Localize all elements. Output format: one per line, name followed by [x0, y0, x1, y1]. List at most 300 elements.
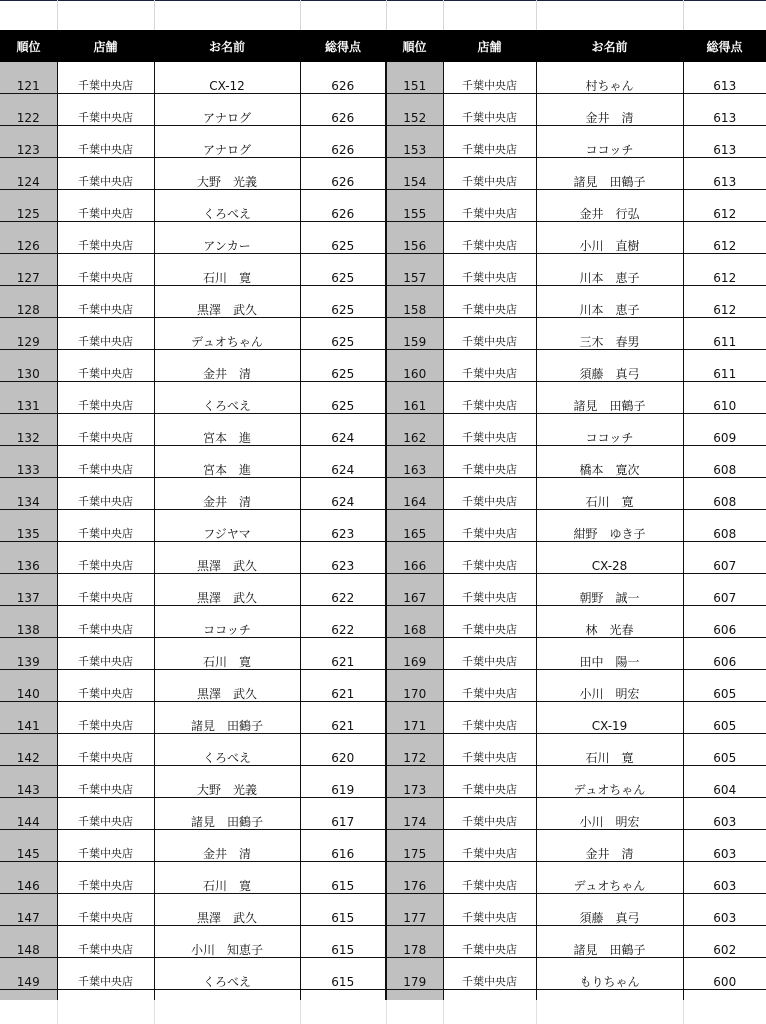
store-cell[interactable] [443, 190, 536, 222]
cell-text: 125 [16, 207, 40, 221]
score-cell[interactable] [683, 798, 766, 830]
store-cell[interactable] [57, 702, 154, 734]
rank-cell[interactable] [0, 830, 57, 862]
store-cell[interactable] [57, 382, 154, 414]
score-cell[interactable] [683, 478, 766, 510]
name-cell[interactable] [536, 766, 683, 798]
cell-text: 608 [713, 463, 737, 477]
gridline [443, 0, 444, 30]
cell-text: 千葉中央店 [462, 783, 517, 796]
store-cell[interactable] [443, 542, 536, 574]
rank-cell[interactable] [386, 702, 443, 734]
name-cell[interactable] [536, 350, 683, 382]
score-cell[interactable] [300, 286, 386, 318]
name-cell[interactable] [536, 414, 683, 446]
store-cell[interactable] [443, 734, 536, 766]
store-cell[interactable] [57, 286, 154, 318]
cell-text: 174 [403, 815, 427, 829]
rank-cell[interactable] [0, 350, 57, 382]
rank-cell[interactable] [386, 222, 443, 254]
cell-text: デュオちゃん [573, 879, 646, 893]
score-cell[interactable] [683, 926, 766, 958]
score-cell[interactable] [300, 542, 386, 574]
cell-text: 138 [16, 623, 40, 637]
rank-cell[interactable] [0, 158, 57, 190]
cell-text: ココッチ [203, 623, 251, 637]
gridline [57, 0, 58, 30]
score-cell[interactable] [300, 318, 386, 350]
rank-cell[interactable] [386, 318, 443, 350]
rank-cell[interactable] [0, 670, 57, 702]
name-cell[interactable] [154, 958, 300, 990]
name-cell[interactable] [154, 414, 300, 446]
name-cell[interactable] [154, 862, 300, 894]
cell-text: 黒澤 武久 [196, 559, 257, 573]
cell-text: 千葉中央店 [78, 687, 133, 700]
rank-cell[interactable] [386, 830, 443, 862]
name-cell[interactable] [154, 638, 300, 670]
score-cell[interactable] [300, 382, 386, 414]
rank-cell[interactable] [386, 94, 443, 126]
score-cell[interactable] [683, 62, 766, 94]
window-top-edge [0, 0, 766, 1]
score-cell[interactable] [683, 286, 766, 318]
name-cell[interactable] [154, 574, 300, 606]
name-cell[interactable] [154, 222, 300, 254]
name-cell[interactable] [154, 446, 300, 478]
score-cell[interactable] [683, 254, 766, 286]
cell-text: 千葉中央店 [78, 495, 133, 508]
cell-text: 163 [403, 463, 427, 477]
store-cell[interactable] [57, 574, 154, 606]
ranking-table [0, 30, 766, 1022]
name-cell[interactable] [536, 862, 683, 894]
score-cell[interactable] [683, 126, 766, 158]
store-cell[interactable] [443, 158, 536, 190]
score-cell[interactable] [683, 510, 766, 542]
store-cell[interactable] [443, 702, 536, 734]
score-cell[interactable] [300, 926, 386, 958]
store-cell[interactable] [57, 766, 154, 798]
store-cell[interactable] [443, 894, 536, 926]
store-cell[interactable] [57, 862, 154, 894]
cell-text: 大野 光義 [196, 783, 257, 797]
store-cell[interactable] [443, 766, 536, 798]
name-cell[interactable] [154, 606, 300, 638]
score-cell[interactable] [300, 350, 386, 382]
name-cell[interactable] [154, 126, 300, 158]
rank-cell[interactable] [0, 862, 57, 894]
header-score[interactable]: 総得点 [300, 30, 386, 62]
store-cell[interactable] [443, 862, 536, 894]
name-cell[interactable] [536, 190, 683, 222]
name-cell[interactable] [154, 62, 300, 94]
cell-text: 金井 清 [585, 111, 634, 125]
rank-cell[interactable] [386, 766, 443, 798]
score-cell[interactable] [300, 638, 386, 670]
rank-cell[interactable] [0, 62, 57, 94]
name-cell[interactable] [536, 158, 683, 190]
rank-cell[interactable] [386, 670, 443, 702]
store-cell[interactable] [57, 414, 154, 446]
store-cell[interactable] [57, 350, 154, 382]
name-cell[interactable] [154, 670, 300, 702]
score-cell[interactable] [300, 894, 386, 926]
score-cell[interactable] [300, 606, 386, 638]
store-cell[interactable] [443, 606, 536, 638]
rank-cell[interactable] [386, 510, 443, 542]
name-cell[interactable] [154, 158, 300, 190]
rank-cell[interactable] [0, 446, 57, 478]
rank-cell[interactable] [0, 702, 57, 734]
rank-cell[interactable] [386, 158, 443, 190]
header-store-2[interactable]: 店舗 [443, 30, 536, 62]
rank-cell[interactable] [0, 798, 57, 830]
cell-text: 128 [16, 303, 40, 317]
score-cell[interactable] [300, 958, 386, 990]
rank-cell[interactable] [386, 286, 443, 318]
store-cell[interactable] [443, 254, 536, 286]
store-cell[interactable] [57, 510, 154, 542]
score-cell[interactable] [300, 574, 386, 606]
score-cell[interactable] [683, 862, 766, 894]
table-row [0, 318, 766, 350]
cell-text: 千葉中央店 [78, 751, 133, 764]
score-cell[interactable] [683, 638, 766, 670]
cell-text: 167 [403, 591, 427, 605]
score-cell[interactable] [683, 766, 766, 798]
rank-cell[interactable] [386, 62, 443, 94]
rank-cell[interactable] [386, 862, 443, 894]
store-cell[interactable] [443, 798, 536, 830]
header-score-2[interactable]: 総得点 [683, 30, 766, 62]
cell-text: 624 [331, 495, 355, 509]
score-cell[interactable] [300, 158, 386, 190]
cell-text: 153 [403, 143, 427, 157]
store-cell[interactable] [443, 670, 536, 702]
cell-text: 宮本 進 [202, 463, 251, 477]
store-cell[interactable] [443, 510, 536, 542]
store-cell[interactable] [57, 670, 154, 702]
rank-cell[interactable] [0, 606, 57, 638]
rank-cell[interactable] [0, 894, 57, 926]
cell-text: 142 [16, 751, 40, 765]
name-cell[interactable] [154, 94, 300, 126]
store-cell[interactable] [57, 478, 154, 510]
rank-cell[interactable] [0, 958, 57, 990]
score-cell[interactable] [300, 798, 386, 830]
store-cell[interactable] [57, 318, 154, 350]
cell-text: 625 [331, 399, 355, 413]
store-cell[interactable] [57, 638, 154, 670]
score-cell[interactable] [683, 606, 766, 638]
name-cell[interactable] [154, 926, 300, 958]
rank-cell[interactable] [0, 414, 57, 446]
store-cell[interactable] [443, 478, 536, 510]
name-cell[interactable] [536, 94, 683, 126]
name-cell[interactable] [154, 382, 300, 414]
rank-cell[interactable] [386, 254, 443, 286]
rank-cell[interactable] [386, 894, 443, 926]
table-row [0, 542, 766, 574]
store-cell[interactable] [57, 734, 154, 766]
cell-text: 橋本 寛次 [579, 463, 640, 477]
store-cell[interactable] [57, 94, 154, 126]
name-cell[interactable] [536, 574, 683, 606]
store-cell[interactable] [443, 222, 536, 254]
gridline [683, 0, 684, 30]
rank-cell[interactable] [0, 190, 57, 222]
name-cell[interactable] [536, 830, 683, 862]
store-cell[interactable] [443, 446, 536, 478]
cell-text: 林 光春 [585, 623, 634, 637]
rank-cell[interactable] [386, 190, 443, 222]
store-cell[interactable] [443, 350, 536, 382]
score-cell[interactable] [300, 702, 386, 734]
cell-text: 177 [403, 911, 427, 925]
store-cell[interactable] [443, 94, 536, 126]
score-cell[interactable] [683, 574, 766, 606]
score-cell[interactable] [683, 542, 766, 574]
cell-text: 625 [331, 335, 355, 349]
rank-cell[interactable] [0, 286, 57, 318]
name-cell[interactable] [536, 670, 683, 702]
cell-text: 千葉中央店 [78, 591, 133, 604]
name-cell[interactable] [536, 926, 683, 958]
name-cell[interactable] [536, 958, 683, 990]
store-cell[interactable] [443, 830, 536, 862]
cell-text: 石川 寛 [585, 495, 634, 509]
store-cell[interactable] [443, 382, 536, 414]
store-cell[interactable] [443, 126, 536, 158]
rank-cell[interactable] [0, 222, 57, 254]
cell-text: 610 [713, 399, 737, 413]
name-cell[interactable] [536, 606, 683, 638]
gridline [154, 1000, 155, 1024]
score-cell[interactable] [300, 862, 386, 894]
rank-cell[interactable] [0, 94, 57, 126]
rank-cell[interactable] [386, 574, 443, 606]
cell-text: 132 [16, 431, 40, 445]
rank-cell[interactable] [0, 478, 57, 510]
store-cell[interactable] [57, 62, 154, 94]
gridline [300, 0, 301, 30]
rank-cell[interactable] [0, 318, 57, 350]
cell-text: 625 [331, 271, 355, 285]
header-rank[interactable]: 順位 [0, 30, 57, 62]
store-cell[interactable] [443, 958, 536, 990]
name-cell[interactable] [536, 702, 683, 734]
name-cell[interactable] [536, 222, 683, 254]
rank-cell[interactable] [0, 766, 57, 798]
store-cell[interactable] [57, 958, 154, 990]
table-row [0, 158, 766, 190]
rank-cell[interactable] [386, 606, 443, 638]
score-cell[interactable] [683, 350, 766, 382]
name-cell[interactable] [154, 190, 300, 222]
score-cell[interactable] [683, 414, 766, 446]
rank-cell[interactable] [386, 798, 443, 830]
name-cell[interactable] [154, 350, 300, 382]
cell-text: 621 [331, 687, 355, 701]
score-cell[interactable] [683, 190, 766, 222]
name-cell[interactable] [154, 830, 300, 862]
cell-text: 607 [713, 559, 737, 573]
rank-cell[interactable] [0, 638, 57, 670]
name-cell[interactable] [536, 286, 683, 318]
header-name[interactable]: お名前 [154, 30, 300, 62]
score-cell[interactable] [300, 414, 386, 446]
rank-cell[interactable] [0, 126, 57, 158]
table-row [0, 446, 766, 478]
name-cell[interactable] [536, 254, 683, 286]
rank-cell[interactable] [386, 478, 443, 510]
cell-text: 大野 光義 [196, 175, 257, 189]
rank-cell[interactable] [0, 542, 57, 574]
name-cell[interactable] [536, 638, 683, 670]
rank-cell[interactable] [386, 734, 443, 766]
store-cell[interactable] [443, 286, 536, 318]
score-cell[interactable] [300, 254, 386, 286]
rank-cell[interactable] [386, 350, 443, 382]
rank-cell[interactable] [386, 126, 443, 158]
store-cell[interactable] [443, 574, 536, 606]
cell-text: 152 [403, 111, 427, 125]
cell-text: 121 [16, 79, 40, 93]
cell-text: 千葉中央店 [462, 239, 517, 252]
rank-cell[interactable] [0, 574, 57, 606]
rank-cell[interactable] [386, 414, 443, 446]
name-cell[interactable] [154, 478, 300, 510]
score-cell[interactable] [300, 126, 386, 158]
rank-cell[interactable] [386, 542, 443, 574]
score-cell[interactable] [300, 510, 386, 542]
gridline [443, 1000, 444, 1024]
name-cell[interactable] [154, 318, 300, 350]
cell-text: 623 [331, 527, 355, 541]
rank-cell[interactable] [386, 638, 443, 670]
name-cell[interactable] [154, 734, 300, 766]
store-cell[interactable] [57, 894, 154, 926]
score-cell[interactable] [300, 766, 386, 798]
score-cell[interactable] [300, 734, 386, 766]
rank-cell[interactable] [386, 958, 443, 990]
score-cell[interactable] [683, 318, 766, 350]
store-cell[interactable] [443, 318, 536, 350]
cell-text: 千葉中央店 [78, 783, 133, 796]
score-cell[interactable] [300, 670, 386, 702]
name-cell[interactable] [154, 254, 300, 286]
rank-cell[interactable] [386, 382, 443, 414]
store-cell[interactable] [443, 926, 536, 958]
rank-cell[interactable] [0, 510, 57, 542]
cell-text: 122 [16, 111, 40, 125]
cell-text: 170 [403, 687, 427, 701]
name-cell[interactable] [536, 798, 683, 830]
store-cell[interactable] [57, 254, 154, 286]
score-cell[interactable] [300, 94, 386, 126]
store-cell[interactable] [57, 606, 154, 638]
cell-text: 135 [16, 527, 40, 541]
name-cell[interactable] [154, 510, 300, 542]
table-row [0, 286, 766, 318]
rank-cell[interactable] [0, 382, 57, 414]
name-cell[interactable] [154, 798, 300, 830]
header-rank-2[interactable]: 順位 [386, 30, 443, 62]
name-cell[interactable] [536, 478, 683, 510]
score-cell[interactable] [300, 478, 386, 510]
score-cell[interactable] [683, 894, 766, 926]
header-store[interactable]: 店舗 [57, 30, 154, 62]
store-cell[interactable] [443, 62, 536, 94]
score-cell[interactable] [683, 158, 766, 190]
store-cell[interactable] [443, 414, 536, 446]
store-cell[interactable] [57, 126, 154, 158]
store-cell[interactable] [57, 926, 154, 958]
rank-cell[interactable] [0, 926, 57, 958]
rank-cell[interactable] [0, 734, 57, 766]
name-cell[interactable] [536, 382, 683, 414]
header-name-2[interactable]: お名前 [536, 30, 683, 62]
store-cell[interactable] [57, 798, 154, 830]
rank-cell[interactable] [386, 926, 443, 958]
store-cell[interactable] [57, 542, 154, 574]
name-cell[interactable] [536, 894, 683, 926]
name-cell[interactable] [154, 542, 300, 574]
name-cell[interactable] [536, 126, 683, 158]
store-cell[interactable] [57, 158, 154, 190]
cell-text: 千葉中央店 [462, 367, 517, 380]
name-cell[interactable] [536, 446, 683, 478]
rank-cell[interactable] [386, 446, 443, 478]
name-cell[interactable] [536, 734, 683, 766]
score-cell[interactable] [683, 446, 766, 478]
name-cell[interactable] [154, 766, 300, 798]
name-cell[interactable] [154, 894, 300, 926]
name-cell[interactable] [154, 702, 300, 734]
table-row [0, 478, 766, 510]
score-cell[interactable] [683, 702, 766, 734]
score-cell[interactable] [683, 382, 766, 414]
store-cell[interactable] [57, 222, 154, 254]
store-cell[interactable] [57, 446, 154, 478]
score-cell[interactable] [683, 670, 766, 702]
store-cell[interactable] [57, 830, 154, 862]
cell-text: 626 [331, 79, 355, 93]
score-cell[interactable] [300, 62, 386, 94]
score-cell[interactable] [300, 446, 386, 478]
name-cell[interactable] [154, 286, 300, 318]
name-cell[interactable] [536, 510, 683, 542]
cell-text: 623 [331, 559, 355, 573]
score-cell[interactable] [683, 958, 766, 990]
name-cell[interactable] [536, 542, 683, 574]
score-cell[interactable] [300, 830, 386, 862]
score-cell[interactable] [300, 222, 386, 254]
rank-cell[interactable] [0, 254, 57, 286]
score-cell[interactable] [683, 94, 766, 126]
name-cell[interactable] [536, 318, 683, 350]
cell-text: 石川 寛 [585, 751, 634, 765]
score-cell[interactable] [683, 830, 766, 862]
name-cell[interactable] [536, 62, 683, 94]
store-cell[interactable] [443, 638, 536, 670]
score-cell[interactable] [683, 734, 766, 766]
score-cell[interactable] [300, 190, 386, 222]
store-cell[interactable] [57, 190, 154, 222]
score-cell[interactable] [683, 222, 766, 254]
cell-text: 千葉中央店 [78, 975, 133, 988]
